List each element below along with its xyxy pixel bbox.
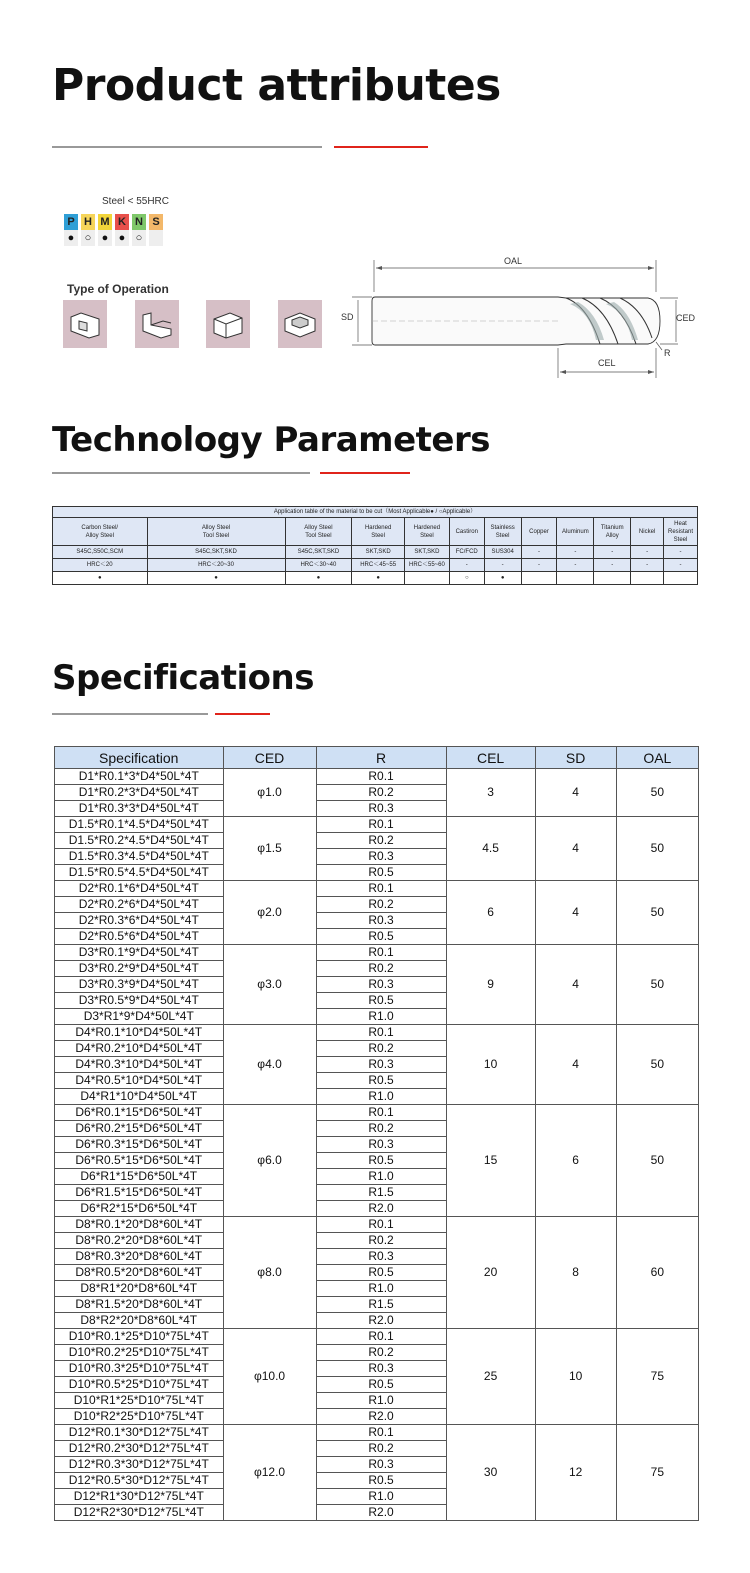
- iso-letter: H: [81, 214, 95, 230]
- oal-cell: 75: [616, 1329, 698, 1425]
- spec-name-cell: D6*R0.1*15*D6*50L*4T: [55, 1105, 224, 1121]
- operation-facing-icon: [206, 300, 250, 348]
- ced-cell: φ6.0: [223, 1105, 316, 1217]
- spec-name-cell: D1*R0.3*3*D4*50L*4T: [55, 801, 224, 817]
- spec-name-cell: D8*R0.2*20*D8*60L*4T: [55, 1233, 224, 1249]
- title-accent: [215, 713, 270, 715]
- operation-pocketing-icon: [278, 300, 322, 348]
- oal-cell: 50: [616, 1105, 698, 1217]
- product-attributes-title: Product attributes: [52, 60, 501, 111]
- spec-name-cell: D6*R0.5*15*D6*50L*4T: [55, 1153, 224, 1169]
- iso-mark: ●: [115, 230, 129, 246]
- sd-label: SD: [341, 312, 354, 322]
- ced-cell: φ2.0: [223, 881, 316, 945]
- ced-cell: φ1.5: [223, 817, 316, 881]
- r-cell: R1.0: [316, 1009, 446, 1025]
- specifications-table: [54, 746, 699, 1521]
- oal-cell: 60: [616, 1217, 698, 1329]
- r-cell: R1.0: [316, 1489, 446, 1505]
- sd-cell: 6: [535, 1105, 616, 1217]
- table-row: [55, 881, 699, 897]
- r-cell: R2.0: [316, 1201, 446, 1217]
- iso-letter: N: [132, 214, 146, 230]
- r-cell: R0.5: [316, 1473, 446, 1489]
- spec-header-ced: CED: [223, 747, 316, 769]
- title-accent: [334, 146, 428, 148]
- r-cell: R2.0: [316, 1505, 446, 1521]
- hrc-cell: -: [631, 559, 664, 572]
- material-header: Alloy Steel Tool Steel: [285, 518, 352, 546]
- r-cell: R0.3: [316, 1057, 446, 1073]
- r-cell: R0.5: [316, 993, 446, 1009]
- spec-name-cell: D10*R1*25*D10*75L*4T: [55, 1393, 224, 1409]
- table-row: [55, 817, 699, 833]
- spec-header-oal: OAL: [616, 747, 698, 769]
- oal-cell: 50: [616, 769, 698, 817]
- r-cell: R0.2: [316, 833, 446, 849]
- r-cell: R0.1: [316, 817, 446, 833]
- ced-cell: φ4.0: [223, 1025, 316, 1105]
- applicability-mark: [594, 572, 631, 585]
- iso-mark: ○: [132, 230, 146, 246]
- iso-group-m: [98, 214, 112, 246]
- table-row: [55, 945, 699, 961]
- r-label: R: [664, 348, 671, 358]
- cel-label: CEL: [598, 358, 616, 368]
- r-cell: R2.0: [316, 1409, 446, 1425]
- spec-name-cell: D12*R0.3*30*D12*75L*4T: [55, 1457, 224, 1473]
- r-cell: R0.2: [316, 785, 446, 801]
- r-cell: R0.2: [316, 1233, 446, 1249]
- material-header: Nickel: [631, 518, 664, 546]
- spec-name-cell: D6*R1*15*D6*50L*4T: [55, 1169, 224, 1185]
- r-cell: R0.5: [316, 865, 446, 881]
- spec-name-cell: D6*R1.5*15*D6*50L*4T: [55, 1185, 224, 1201]
- operation-slotting-icon: [63, 300, 107, 348]
- hrc-cell: -: [594, 559, 631, 572]
- spec-name-cell: D1*R0.2*3*D4*50L*4T: [55, 785, 224, 801]
- spec-name-cell: D2*R0.2*6*D4*50L*4T: [55, 897, 224, 913]
- material-header: Carbon Steel/ Alloy Steel: [53, 518, 148, 546]
- spec-name-cell: D3*R0.2*9*D4*50L*4T: [55, 961, 224, 977]
- r-cell: R0.1: [316, 1329, 446, 1345]
- oal-label: OAL: [504, 256, 523, 266]
- grade-cell: -: [664, 546, 698, 559]
- spec-name-cell: D1*R0.1*3*D4*50L*4T: [55, 769, 224, 785]
- grade-cell: SKT,SKD: [352, 546, 405, 559]
- technology-parameters-title: Technology Parameters: [52, 420, 490, 460]
- oal-cell: 75: [616, 1425, 698, 1521]
- spec-header-r: R: [316, 747, 446, 769]
- applicability-mark: [521, 572, 557, 585]
- iso-letter: S: [149, 214, 163, 230]
- hrc-cell: -: [449, 559, 484, 572]
- ced-cell: φ10.0: [223, 1329, 316, 1425]
- title-accent: [320, 472, 410, 474]
- r-cell: R0.1: [316, 1217, 446, 1233]
- hrc-cell: -: [521, 559, 557, 572]
- ced-cell: φ1.0: [223, 769, 316, 817]
- r-cell: R0.5: [316, 1265, 446, 1281]
- r-cell: R0.5: [316, 929, 446, 945]
- spec-header-cel: CEL: [446, 747, 535, 769]
- spec-name-cell: D10*R2*25*D10*75L*4T: [55, 1409, 224, 1425]
- applicability-mark: [557, 572, 594, 585]
- spec-name-cell: D3*R1*9*D4*50L*4T: [55, 1009, 224, 1025]
- r-cell: R0.1: [316, 1105, 446, 1121]
- grade-cell: FC/FCD: [449, 546, 484, 559]
- oal-cell: 50: [616, 1025, 698, 1105]
- r-cell: R0.3: [316, 801, 446, 817]
- spec-name-cell: D1.5*R0.1*4.5*D4*50L*4T: [55, 817, 224, 833]
- applicability-mark: ●: [147, 572, 285, 585]
- applicability-mark: ●: [352, 572, 405, 585]
- grade-cell: -: [521, 546, 557, 559]
- material-header: Hardened Steel: [352, 518, 405, 546]
- spec-name-cell: D12*R1*30*D12*75L*4T: [55, 1489, 224, 1505]
- spec-name-cell: D4*R0.1*10*D4*50L*4T: [55, 1025, 224, 1041]
- ced-cell: φ3.0: [223, 945, 316, 1025]
- r-cell: R0.3: [316, 913, 446, 929]
- operation-shouldering-icon: [135, 300, 179, 348]
- cel-cell: 20: [446, 1217, 535, 1329]
- hrc-cell: HRC＜30~40: [285, 559, 352, 572]
- oal-cell: 50: [616, 817, 698, 881]
- ced-cell: φ8.0: [223, 1217, 316, 1329]
- spec-name-cell: D8*R1*20*D8*60L*4T: [55, 1281, 224, 1297]
- iso-mark: ●: [64, 230, 78, 246]
- spec-name-cell: D12*R0.1*30*D12*75L*4T: [55, 1425, 224, 1441]
- ced-cell: φ12.0: [223, 1425, 316, 1521]
- iso-letter: P: [64, 214, 78, 230]
- title-divider: [52, 713, 208, 715]
- spec-name-cell: D6*R0.2*15*D6*50L*4T: [55, 1121, 224, 1137]
- spec-name-cell: D8*R0.5*20*D8*60L*4T: [55, 1265, 224, 1281]
- spec-name-cell: D10*R0.5*25*D10*75L*4T: [55, 1377, 224, 1393]
- grade-cell: -: [594, 546, 631, 559]
- application-table: [52, 506, 698, 585]
- spec-name-cell: D8*R0.1*20*D8*60L*4T: [55, 1217, 224, 1233]
- spec-name-cell: D2*R0.3*6*D4*50L*4T: [55, 913, 224, 929]
- table-row: [55, 1329, 699, 1345]
- applicability-mark: ●: [285, 572, 352, 585]
- spec-name-cell: D4*R1*10*D4*50L*4T: [55, 1089, 224, 1105]
- application-caption: Application table of the material to be cut（Most Applicable● / ○Applicable）: [53, 507, 698, 518]
- operation-label: Type of Operation: [67, 282, 169, 296]
- spec-name-cell: D3*R0.3*9*D4*50L*4T: [55, 977, 224, 993]
- iso-group-k: [115, 214, 129, 246]
- spec-name-cell: D6*R0.3*15*D6*50L*4T: [55, 1137, 224, 1153]
- r-cell: R0.5: [316, 1377, 446, 1393]
- title-divider: [52, 472, 310, 474]
- table-row: [55, 1217, 699, 1233]
- iso-mark: ○: [81, 230, 95, 246]
- material-header: Aluminum: [557, 518, 594, 546]
- spec-name-cell: D1.5*R0.3*4.5*D4*50L*4T: [55, 849, 224, 865]
- cel-cell: 15: [446, 1105, 535, 1217]
- material-header: Stainless Steel: [484, 518, 521, 546]
- material-header: Alloy Steel Tool Steel: [147, 518, 285, 546]
- r-cell: R0.1: [316, 1025, 446, 1041]
- spec-header-sd: SD: [535, 747, 616, 769]
- hrc-cell: -: [557, 559, 594, 572]
- r-cell: R0.3: [316, 977, 446, 993]
- iso-group-n: [132, 214, 146, 246]
- table-row: [55, 769, 699, 785]
- spec-name-cell: D2*R0.1*6*D4*50L*4T: [55, 881, 224, 897]
- spec-name-cell: D4*R0.2*10*D4*50L*4T: [55, 1041, 224, 1057]
- r-cell: R0.1: [316, 1425, 446, 1441]
- material-header: Copper: [521, 518, 557, 546]
- hrc-cell: HRC＜20~30: [147, 559, 285, 572]
- spec-name-cell: D6*R2*15*D6*50L*4T: [55, 1201, 224, 1217]
- grade-cell: S45C,S50C,SCM: [53, 546, 148, 559]
- sd-cell: 4: [535, 769, 616, 817]
- hrc-cell: HRC＜55~60: [405, 559, 450, 572]
- material-header: Titanium Alloy: [594, 518, 631, 546]
- spec-header-specification: Specification: [55, 747, 224, 769]
- r-cell: R1.5: [316, 1185, 446, 1201]
- spec-name-cell: D4*R0.3*10*D4*50L*4T: [55, 1057, 224, 1073]
- hrc-cell: HRC＜20: [53, 559, 148, 572]
- r-cell: R0.3: [316, 1249, 446, 1265]
- grade-cell: -: [557, 546, 594, 559]
- iso-mark: [149, 230, 163, 246]
- end-mill-diagram: [338, 250, 678, 385]
- spec-name-cell: D2*R0.5*6*D4*50L*4T: [55, 929, 224, 945]
- r-cell: R1.5: [316, 1297, 446, 1313]
- r-cell: R0.3: [316, 849, 446, 865]
- r-cell: R0.3: [316, 1457, 446, 1473]
- grade-cell: S45C,SKT,SKD: [285, 546, 352, 559]
- r-cell: R1.0: [316, 1089, 446, 1105]
- r-cell: R1.0: [316, 1169, 446, 1185]
- r-cell: R0.3: [316, 1137, 446, 1153]
- r-cell: R0.3: [316, 1361, 446, 1377]
- table-row: [55, 1425, 699, 1441]
- cel-cell: 3: [446, 769, 535, 817]
- spec-name-cell: D8*R2*20*D8*60L*4T: [55, 1313, 224, 1329]
- grade-cell: SUS304: [484, 546, 521, 559]
- applicability-mark: ●: [484, 572, 521, 585]
- ced-label: CED: [676, 313, 696, 323]
- material-header: Hardened Steel: [405, 518, 450, 546]
- iso-group-s: [149, 214, 163, 246]
- spec-name-cell: D10*R0.2*25*D10*75L*4T: [55, 1345, 224, 1361]
- iso-letter: M: [98, 214, 112, 230]
- r-cell: R0.2: [316, 1041, 446, 1057]
- spec-name-cell: D12*R2*30*D12*75L*4T: [55, 1505, 224, 1521]
- r-cell: R1.0: [316, 1393, 446, 1409]
- r-cell: R1.0: [316, 1281, 446, 1297]
- r-cell: R0.2: [316, 897, 446, 913]
- sd-cell: 10: [535, 1329, 616, 1425]
- iso-mark: ●: [98, 230, 112, 246]
- oal-cell: 50: [616, 945, 698, 1025]
- spec-name-cell: D12*R0.2*30*D12*75L*4T: [55, 1441, 224, 1457]
- spec-name-cell: D10*R0.1*25*D10*75L*4T: [55, 1329, 224, 1345]
- spec-name-cell: D4*R0.5*10*D4*50L*4T: [55, 1073, 224, 1089]
- table-row: [55, 1025, 699, 1041]
- spec-name-cell: D10*R0.3*25*D10*75L*4T: [55, 1361, 224, 1377]
- r-cell: R2.0: [316, 1313, 446, 1329]
- spec-name-cell: D3*R0.5*9*D4*50L*4T: [55, 993, 224, 1009]
- cel-cell: 9: [446, 945, 535, 1025]
- spec-name-cell: D3*R0.1*9*D4*50L*4T: [55, 945, 224, 961]
- iso-letter: K: [115, 214, 129, 230]
- sd-cell: 4: [535, 945, 616, 1025]
- r-cell: R0.5: [316, 1153, 446, 1169]
- grade-cell: SKT,SKD: [405, 546, 450, 559]
- r-cell: R0.1: [316, 881, 446, 897]
- specifications-title: Specifications: [52, 658, 314, 698]
- r-cell: R0.2: [316, 1345, 446, 1361]
- grade-cell: S45C,SKT,SKD: [147, 546, 285, 559]
- grade-cell: -: [631, 546, 664, 559]
- material-header: Castiron: [449, 518, 484, 546]
- material-header: Heat Resistant Steel: [664, 518, 698, 546]
- sd-cell: 4: [535, 817, 616, 881]
- r-cell: R0.1: [316, 945, 446, 961]
- applicability-mark: [664, 572, 698, 585]
- table-row: [55, 1105, 699, 1121]
- spec-name-cell: D1.5*R0.2*4.5*D4*50L*4T: [55, 833, 224, 849]
- spec-name-cell: D1.5*R0.5*4.5*D4*50L*4T: [55, 865, 224, 881]
- title-divider: [52, 146, 322, 148]
- cel-cell: 4.5: [446, 817, 535, 881]
- iso-material-table: [64, 214, 166, 246]
- r-cell: R0.2: [316, 1441, 446, 1457]
- applicability-mark: [405, 572, 450, 585]
- applicability-mark: ○: [449, 572, 484, 585]
- r-cell: R0.2: [316, 1121, 446, 1137]
- r-cell: R0.2: [316, 961, 446, 977]
- sd-cell: 12: [535, 1425, 616, 1521]
- oal-cell: 50: [616, 881, 698, 945]
- hrc-cell: HRC＜45~55: [352, 559, 405, 572]
- hrc-cell: -: [664, 559, 698, 572]
- cel-cell: 30: [446, 1425, 535, 1521]
- applicability-mark: [631, 572, 664, 585]
- hrc-label: Steel < 55HRC: [102, 196, 169, 207]
- cel-cell: 25: [446, 1329, 535, 1425]
- spec-name-cell: D8*R0.3*20*D8*60L*4T: [55, 1249, 224, 1265]
- iso-group-h: [81, 214, 95, 246]
- r-cell: R0.1: [316, 769, 446, 785]
- sd-cell: 4: [535, 881, 616, 945]
- sd-cell: 8: [535, 1217, 616, 1329]
- applicability-mark: ●: [53, 572, 148, 585]
- cel-cell: 6: [446, 881, 535, 945]
- spec-name-cell: D12*R0.5*30*D12*75L*4T: [55, 1473, 224, 1489]
- iso-group-p: [64, 214, 78, 246]
- r-cell: R0.5: [316, 1073, 446, 1089]
- hrc-cell: -: [484, 559, 521, 572]
- spec-name-cell: D8*R1.5*20*D8*60L*4T: [55, 1297, 224, 1313]
- cel-cell: 10: [446, 1025, 535, 1105]
- sd-cell: 4: [535, 1025, 616, 1105]
